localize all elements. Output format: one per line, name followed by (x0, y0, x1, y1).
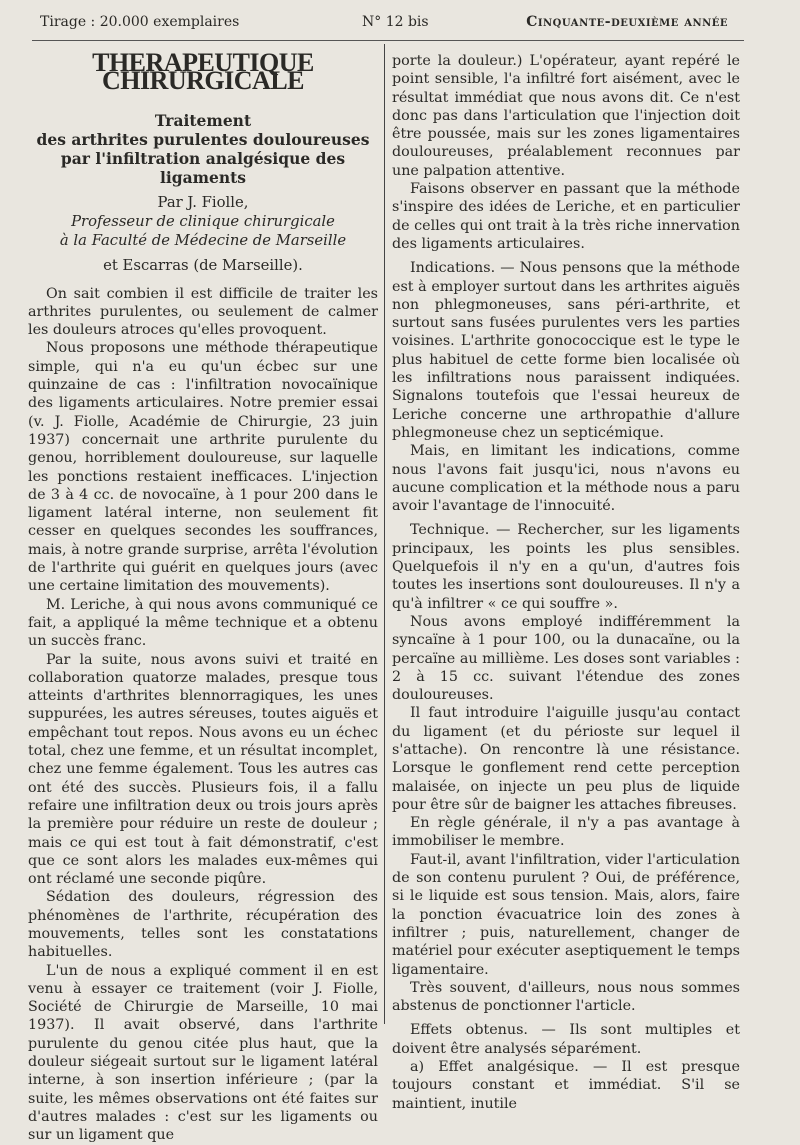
paragraph: Nous avons employé indifféremment la syncaïne à 1 pour 100, ou la dunacaïne, ou la percaïne au millième. Les doses sont variables : 2 à 15 cc. suivant l'étendue des zones douloureuses. (392, 613, 740, 704)
paragraph: M. Leriche, à qui nous avons communiqué ce fait, a appliqué la même technique et a obtenu un succès franc. (28, 596, 378, 650)
paragraph: Il faut introduire l'aiguille jusqu'au contact du ligament (et du périoste sur lequel il s'attache). On rencontre là une résistance. Lorsque le gonflement rend cette perception malaisée, on injecte un peu plus de liquide pour être sûr de baigner les attaches fibreuses. (392, 705, 740, 813)
affiliation-line: à la Faculté de Médecine de Marseille (59, 231, 347, 249)
column-divider (384, 44, 385, 1024)
section-indications: Indications. — Nous pensons que la méthode est à employer surtout dans les arthrites aiguës non phlegmoneuses, sans péri-arthrite, et surtout sans fusées purulentes vers les parties voisines. L'arthrite gonococcique est le type le plus habituel de cette forme bien localisée où les infiltrations nous paraissent indiquées. Signalons toutefois que l'essai heureux de Leriche concerne une arthropathie d'allure phlegmoneuse chez un septicémique. (392, 260, 740, 441)
article-title-line: des arthrites purulentes douloureuses (36, 129, 370, 149)
paragraph: En règle générale, il n'y a pas avantage à immobiliser le membre. (392, 815, 740, 850)
year-label: Cinquante-deuxième année (526, 14, 728, 30)
affiliation (28, 212, 378, 250)
header-rule (32, 40, 744, 41)
paragraph: Mais, en limitant les indications, comme nous l'avons fait jusqu'ici, nous n'avons eu aucune complication et la méthode nous a paru avoir l'avantage de l'innocuité. (392, 443, 740, 515)
paragraph: Par la suite, nous avons suivi et traité en collaboration quatorze malades, presque tous atteints d'arthrites blennorragiques, les unes suppurées, les autres séreuses, toutes aiguës et empêchant tout repos. Nous avons eu un échec total, chez une femme, et un résultat incomplet, chez une femme également. Tous les autres cas ont été des succès. Plusieurs fois, il a fallu refaire une infiltration deux ou trois jours après la première pour réduire un reste de douleur ; mais ce qui est tout à fait démonstratif, c'est que ce sont alors les malades eux-mêmes qui ont réclamé une seconde piqûre. (28, 651, 378, 888)
running-header (40, 14, 728, 38)
article-title-line: Traitement (154, 110, 252, 130)
issue-number: N° 12 bis (362, 14, 429, 30)
paragraph: On sait combien il est difficile de traiter les arthrites purulentes, ou seulement de calmer les douleurs atroces qu'elles provoquent. (28, 285, 378, 339)
article-title-line: par l'infiltration analgésique des ligaments (60, 148, 346, 187)
paragraph: L'un de nous a expliqué comment il en est venu à essayer ce traitement (voir J. Fiolle, Société de Chirurgie de Marseille, 10 mai 1937). Il avait observé, dans l'arthrite purulente du genou citée plus haut, que la douleur siégeait surtout sur le ligament latéral interne, à son insertion inférieure ; (par la suite, les mêmes observations ont été faites sur d'autres malades : c'est sur les ligaments ou sur un ligament que (28, 962, 378, 1144)
section-technique: Technique. — Rechercher, sur les ligaments principaux, les points les plus sensibles. Quelquefois il n'y en a qu'un, d'autres fois toutes les insertions sont douloureuses. Il n'y a qu'à infiltrer « ce qui souffre ». (392, 522, 740, 612)
coauthor-line: et Escarras (de Marseille). (103, 256, 303, 274)
paragraph: Faut-il, avant l'infiltration, vider l'articulation de son contenu purulent ? Oui, de préférence, si le liquide est sous tension. Mais, alors, faire la ponction évacuatrice loin des zones à infiltrer ; puis, naturellement, changer de matériel pour exécuter aseptiquement le temps ligamentaire. (392, 851, 740, 978)
paragraph: Faisons observer en passant que la méthode s'inspire des idées de Leriche, et en particulier de celles qui ont trait à la très riche innervation des ligaments articulaires. (392, 181, 740, 252)
paragraph: porte la douleur.) L'opérateur, ayant repéré le point sensible, l'a infiltré fort aisément, avec le résultat immédiat que nous avons dit. Ce n'est donc pas dans l'articulation que l'injection doit être poussée, mais sur les zones ligamentaires douloureuses, préalablement reconnues par une palpation attentive. (392, 53, 740, 179)
author-line: Par J. Fiolle, (157, 193, 249, 211)
section-effets: Effets obtenus. — Ils sont multiples et doivent être analysés séparément. (392, 1022, 740, 1057)
paragraph: Très souvent, d'ailleurs, nous nous sommes abstenus de ponctionner l'article. (392, 979, 740, 1015)
affiliation-line: Professeur de clinique chirurgicale (71, 212, 335, 230)
article-title (28, 111, 378, 187)
right-column (392, 52, 740, 1113)
paragraph: Nous proposons une méthode thérapeutique simple, qui n'a eu qu'un écbec sur une quinzaine de cas : l'infiltration novocaïnique des ligaments articulaires. Notre premier essai (v. J. Fiolle, Académie de Chirurgie, 23 juin 1937) concernait une arthrite purulente du genou, horriblement douloureuse, sur laquelle les ponctions restaient inefficaces. L'injection de 3 à 4 cc. de novocaïne, à 1 pour 200 dans le ligament latéral interne, non seulement fit cesser en quelques secondes les souffrances, mais, à notre grande surprise, arrêta l'évolution de l'arthrite qui guérit en quelques jours (avec une certaine limitation des mouvements). (28, 340, 378, 595)
rubric-title: THERAPEUTIQUE CHIRURGICALE (92, 48, 314, 96)
left-column (28, 48, 378, 1145)
paragraph: a) Effet analgésique. — Il est presque toujours constant et immédiat. S'il se maintient, inutile (392, 1059, 740, 1112)
paragraph: Sédation des douleurs, régression des phénomènes de l'arthrite, récupération des mouvements, telles sont les constatations habituelles. (28, 889, 378, 961)
print-run-label: Tirage : 20.000 exemplaires (40, 14, 240, 30)
